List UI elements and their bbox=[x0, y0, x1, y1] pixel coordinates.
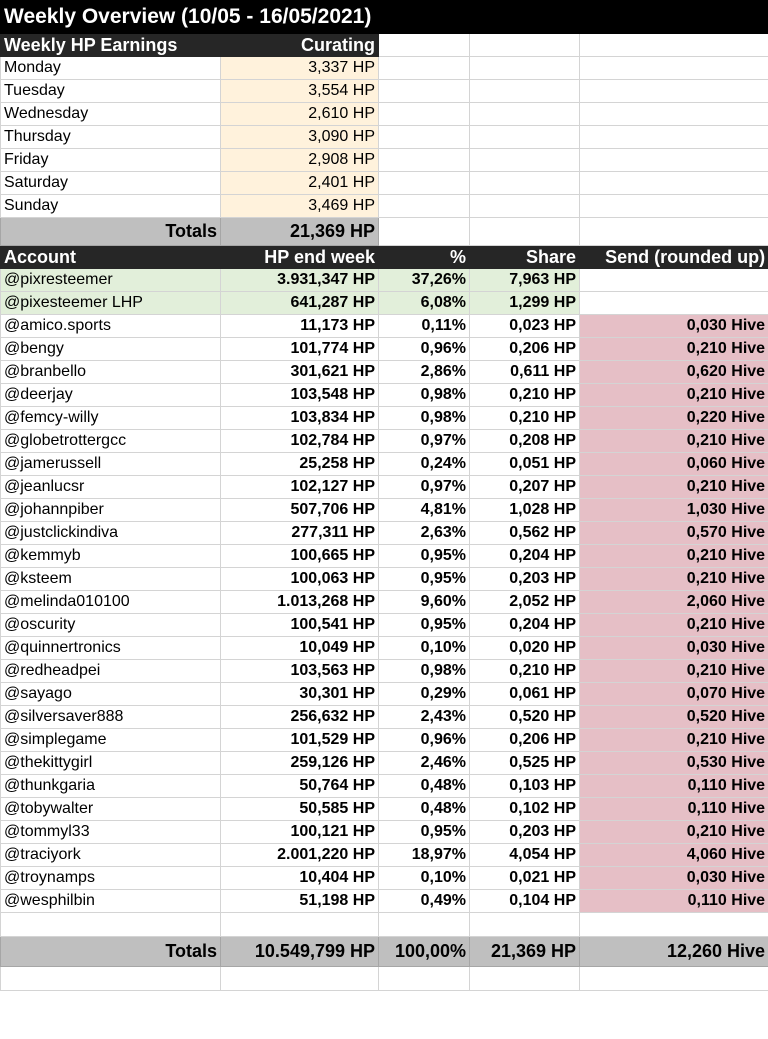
account-percent[interactable]: 2,86% bbox=[379, 361, 470, 384]
account-share[interactable]: 0,206 HP bbox=[470, 729, 580, 752]
account-hp[interactable]: 507,706 HP bbox=[221, 499, 379, 522]
account-hp[interactable]: 103,834 HP bbox=[221, 407, 379, 430]
account-name[interactable]: @ksteem bbox=[1, 568, 221, 591]
account-row bbox=[1, 453, 768, 476]
account-hp[interactable]: 277,311 HP bbox=[221, 522, 379, 545]
account-send[interactable]: 0,210 Hive bbox=[580, 660, 768, 683]
account-send[interactable]: 0,030 Hive bbox=[580, 315, 768, 338]
day-name[interactable]: Friday bbox=[1, 149, 221, 172]
accounts-totals-send[interactable]: 12,260 Hive bbox=[580, 937, 768, 967]
accounts-header-row bbox=[1, 246, 768, 269]
account-send[interactable]: 0,620 Hive bbox=[580, 361, 768, 384]
account-percent[interactable]: 0,11% bbox=[379, 315, 470, 338]
empty-cell[interactable] bbox=[470, 967, 580, 991]
account-send[interactable]: 0,570 Hive bbox=[580, 522, 768, 545]
day-hp[interactable]: 2,610 HP bbox=[221, 103, 379, 126]
send-header[interactable]: Send (rounded up) bbox=[580, 246, 768, 269]
hp-end-week-header[interactable]: HP end week bbox=[221, 246, 379, 269]
account-send[interactable]: 0,110 Hive bbox=[580, 775, 768, 798]
account-row bbox=[1, 384, 768, 407]
account-row bbox=[1, 706, 768, 729]
day-name[interactable]: Thursday bbox=[1, 126, 221, 149]
account-share[interactable]: 0,206 HP bbox=[470, 338, 580, 361]
account-hp[interactable]: 103,563 HP bbox=[221, 660, 379, 683]
account-share[interactable]: 0,203 HP bbox=[470, 568, 580, 591]
empty-cell[interactable] bbox=[379, 172, 470, 195]
account-send[interactable]: 0,220 Hive bbox=[580, 407, 768, 430]
earnings-header-curating[interactable]: Curating bbox=[221, 34, 379, 57]
account-hp[interactable]: 10,404 HP bbox=[221, 867, 379, 890]
account-share[interactable]: 1,299 HP bbox=[470, 292, 580, 315]
account-send[interactable] bbox=[580, 269, 768, 292]
empty-cell[interactable] bbox=[379, 195, 470, 218]
account-share[interactable]: 0,203 HP bbox=[470, 821, 580, 844]
empty-cell[interactable] bbox=[580, 57, 768, 80]
account-name[interactable]: @sayago bbox=[1, 683, 221, 706]
account-share[interactable]: 0,210 HP bbox=[470, 660, 580, 683]
account-share[interactable]: 4,054 HP bbox=[470, 844, 580, 867]
account-share[interactable]: 0,020 HP bbox=[470, 637, 580, 660]
account-percent[interactable]: 0,95% bbox=[379, 821, 470, 844]
accounts-totals-percent[interactable]: 100,00% bbox=[379, 937, 470, 967]
account-percent[interactable]: 0,98% bbox=[379, 384, 470, 407]
account-send[interactable]: 0,060 Hive bbox=[580, 453, 768, 476]
account-name[interactable]: @johannpiber bbox=[1, 499, 221, 522]
account-share[interactable]: 0,204 HP bbox=[470, 614, 580, 637]
account-share[interactable]: 0,204 HP bbox=[470, 545, 580, 568]
account-name[interactable]: @globetrottergcc bbox=[1, 430, 221, 453]
empty-cell[interactable] bbox=[379, 34, 470, 57]
account-share[interactable]: 1,028 HP bbox=[470, 499, 580, 522]
account-name[interactable]: @femcy-willy bbox=[1, 407, 221, 430]
empty-cell[interactable] bbox=[221, 967, 379, 991]
account-share[interactable]: 7,963 HP bbox=[470, 269, 580, 292]
account-row bbox=[1, 522, 768, 545]
account-percent[interactable]: 18,97% bbox=[379, 844, 470, 867]
account-hp[interactable]: 101,529 HP bbox=[221, 729, 379, 752]
account-name[interactable]: @melinda010100 bbox=[1, 591, 221, 614]
account-row bbox=[1, 407, 768, 430]
account-percent[interactable]: 0,98% bbox=[379, 407, 470, 430]
empty-cell[interactable] bbox=[379, 57, 470, 80]
account-row bbox=[1, 591, 768, 614]
account-percent[interactable]: 0,98% bbox=[379, 660, 470, 683]
account-share[interactable]: 0,023 HP bbox=[470, 315, 580, 338]
account-hp[interactable]: 102,784 HP bbox=[221, 430, 379, 453]
account-percent[interactable]: 0,97% bbox=[379, 430, 470, 453]
account-send[interactable]: 0,210 Hive bbox=[580, 545, 768, 568]
account-percent[interactable]: 2,43% bbox=[379, 706, 470, 729]
day-hp[interactable]: 3,469 HP bbox=[221, 195, 379, 218]
account-hp[interactable]: 301,621 HP bbox=[221, 361, 379, 384]
account-row bbox=[1, 269, 768, 292]
account-percent[interactable]: 0,95% bbox=[379, 568, 470, 591]
day-name[interactable]: Sunday bbox=[1, 195, 221, 218]
account-row bbox=[1, 292, 768, 315]
account-hp[interactable]: 30,301 HP bbox=[221, 683, 379, 706]
account-name[interactable]: @deerjay bbox=[1, 384, 221, 407]
account-name[interactable]: @bengy bbox=[1, 338, 221, 361]
account-hp[interactable]: 103,548 HP bbox=[221, 384, 379, 407]
earnings-day-row bbox=[1, 57, 768, 80]
account-row bbox=[1, 844, 768, 867]
day-name[interactable]: Saturday bbox=[1, 172, 221, 195]
empty-cell[interactable] bbox=[470, 218, 580, 246]
account-send[interactable]: 0,030 Hive bbox=[580, 637, 768, 660]
account-percent[interactable]: 2,63% bbox=[379, 522, 470, 545]
accounts-totals-share[interactable]: 21,369 HP bbox=[470, 937, 580, 967]
account-hp[interactable]: 100,541 HP bbox=[221, 614, 379, 637]
account-name[interactable]: @justclickindiva bbox=[1, 522, 221, 545]
account-name[interactable]: @oscurity bbox=[1, 614, 221, 637]
account-share[interactable]: 0,061 HP bbox=[470, 683, 580, 706]
account-hp[interactable]: 3.931,347 HP bbox=[221, 269, 379, 292]
account-percent[interactable]: 0,49% bbox=[379, 890, 470, 913]
account-share[interactable]: 0,611 HP bbox=[470, 361, 580, 384]
account-hp[interactable]: 10,049 HP bbox=[221, 637, 379, 660]
account-percent[interactable]: 2,46% bbox=[379, 752, 470, 775]
account-share[interactable]: 0,562 HP bbox=[470, 522, 580, 545]
empty-cell[interactable] bbox=[580, 913, 768, 937]
account-send[interactable]: 4,060 Hive bbox=[580, 844, 768, 867]
account-share[interactable]: 0,207 HP bbox=[470, 476, 580, 499]
spacer-row bbox=[1, 967, 768, 991]
account-hp[interactable]: 1.013,268 HP bbox=[221, 591, 379, 614]
account-name[interactable]: @branbello bbox=[1, 361, 221, 384]
account-percent[interactable]: 0,95% bbox=[379, 614, 470, 637]
account-row bbox=[1, 637, 768, 660]
earnings-totals-value[interactable]: 21,369 HP bbox=[221, 218, 379, 246]
account-hp[interactable]: 50,764 HP bbox=[221, 775, 379, 798]
account-send[interactable]: 0,030 Hive bbox=[580, 867, 768, 890]
empty-cell[interactable] bbox=[379, 103, 470, 126]
account-name[interactable]: @pixesteemer LHP bbox=[1, 292, 221, 315]
percent-header[interactable]: % bbox=[379, 246, 470, 269]
empty-cell[interactable] bbox=[470, 126, 580, 149]
day-name[interactable]: Tuesday bbox=[1, 80, 221, 103]
empty-cell[interactable] bbox=[580, 195, 768, 218]
account-share[interactable]: 0,210 HP bbox=[470, 384, 580, 407]
account-row bbox=[1, 315, 768, 338]
sheet-title[interactable]: Weekly Overview (10/05 - 16/05/2021) bbox=[1, 1, 768, 34]
account-name[interactable]: @troynamps bbox=[1, 867, 221, 890]
account-row bbox=[1, 568, 768, 591]
account-send[interactable]: 0,210 Hive bbox=[580, 384, 768, 407]
account-name[interactable]: @quinnertronics bbox=[1, 637, 221, 660]
account-row bbox=[1, 476, 768, 499]
account-hp[interactable]: 2.001,220 HP bbox=[221, 844, 379, 867]
account-name[interactable]: @jamerussell bbox=[1, 453, 221, 476]
account-send[interactable]: 0,110 Hive bbox=[580, 798, 768, 821]
account-percent[interactable]: 0,48% bbox=[379, 775, 470, 798]
empty-cell[interactable] bbox=[470, 149, 580, 172]
account-name[interactable]: @wesphilbin bbox=[1, 890, 221, 913]
account-percent[interactable]: 0,24% bbox=[379, 453, 470, 476]
empty-cell[interactable] bbox=[580, 126, 768, 149]
account-row bbox=[1, 338, 768, 361]
earnings-totals-row bbox=[1, 218, 768, 246]
account-hp[interactable]: 100,121 HP bbox=[221, 821, 379, 844]
empty-cell[interactable] bbox=[470, 913, 580, 937]
empty-cell[interactable] bbox=[470, 195, 580, 218]
account-name[interactable]: @simplegame bbox=[1, 729, 221, 752]
empty-cell[interactable] bbox=[379, 913, 470, 937]
account-send[interactable]: 0,110 Hive bbox=[580, 890, 768, 913]
account-share[interactable]: 0,021 HP bbox=[470, 867, 580, 890]
empty-cell[interactable] bbox=[580, 34, 768, 57]
empty-cell[interactable] bbox=[470, 172, 580, 195]
account-row bbox=[1, 821, 768, 844]
account-row bbox=[1, 361, 768, 384]
account-share[interactable]: 0,520 HP bbox=[470, 706, 580, 729]
share-header[interactable]: Share bbox=[470, 246, 580, 269]
account-row bbox=[1, 660, 768, 683]
account-percent[interactable]: 0,96% bbox=[379, 729, 470, 752]
account-send[interactable]: 0,070 Hive bbox=[580, 683, 768, 706]
empty-cell[interactable] bbox=[580, 80, 768, 103]
earnings-day-row bbox=[1, 149, 768, 172]
account-share[interactable]: 0,208 HP bbox=[470, 430, 580, 453]
account-name[interactable]: @amico.sports bbox=[1, 315, 221, 338]
account-percent[interactable]: 0,95% bbox=[379, 545, 470, 568]
account-hp[interactable]: 11,173 HP bbox=[221, 315, 379, 338]
account-row bbox=[1, 890, 768, 913]
account-share[interactable]: 2,052 HP bbox=[470, 591, 580, 614]
account-send[interactable]: 0,210 Hive bbox=[580, 821, 768, 844]
account-send[interactable]: 0,210 Hive bbox=[580, 729, 768, 752]
day-hp[interactable]: 2,908 HP bbox=[221, 149, 379, 172]
day-hp[interactable]: 3,337 HP bbox=[221, 57, 379, 80]
account-send[interactable]: 0,530 Hive bbox=[580, 752, 768, 775]
account-percent[interactable]: 0,48% bbox=[379, 798, 470, 821]
account-name[interactable]: @tommyl33 bbox=[1, 821, 221, 844]
accounts-totals-label[interactable]: Totals bbox=[1, 937, 221, 967]
account-hp[interactable]: 256,632 HP bbox=[221, 706, 379, 729]
account-percent[interactable]: 6,08% bbox=[379, 292, 470, 315]
day-hp[interactable]: 2,401 HP bbox=[221, 172, 379, 195]
empty-cell[interactable] bbox=[1, 967, 221, 991]
account-row bbox=[1, 499, 768, 522]
account-percent[interactable]: 37,26% bbox=[379, 269, 470, 292]
account-name[interactable]: @kemmyb bbox=[1, 545, 221, 568]
empty-cell[interactable] bbox=[379, 967, 470, 991]
earnings-day-row bbox=[1, 172, 768, 195]
account-hp[interactable]: 51,198 HP bbox=[221, 890, 379, 913]
account-hp[interactable]: 25,258 HP bbox=[221, 453, 379, 476]
account-name[interactable]: @tobywalter bbox=[1, 798, 221, 821]
account-send[interactable]: 0,210 Hive bbox=[580, 338, 768, 361]
account-send[interactable]: 1,030 Hive bbox=[580, 499, 768, 522]
empty-cell[interactable] bbox=[379, 149, 470, 172]
account-share[interactable]: 0,103 HP bbox=[470, 775, 580, 798]
empty-cell[interactable] bbox=[1, 913, 221, 937]
account-row bbox=[1, 430, 768, 453]
account-name[interactable]: @jeanlucsr bbox=[1, 476, 221, 499]
account-row bbox=[1, 683, 768, 706]
day-hp[interactable]: 3,090 HP bbox=[221, 126, 379, 149]
earnings-header-row bbox=[1, 34, 768, 57]
account-row bbox=[1, 614, 768, 637]
earnings-header-label[interactable]: Weekly HP Earnings bbox=[1, 34, 221, 57]
account-name[interactable]: @thunkgaria bbox=[1, 775, 221, 798]
account-hp[interactable]: 641,287 HP bbox=[221, 292, 379, 315]
empty-cell[interactable] bbox=[379, 218, 470, 246]
account-send[interactable]: 0,210 Hive bbox=[580, 568, 768, 591]
account-send[interactable]: 2,060 Hive bbox=[580, 591, 768, 614]
empty-cell[interactable] bbox=[379, 80, 470, 103]
earnings-day-row bbox=[1, 103, 768, 126]
account-send[interactable]: 0,210 Hive bbox=[580, 430, 768, 453]
account-row bbox=[1, 545, 768, 568]
account-hp[interactable]: 102,127 HP bbox=[221, 476, 379, 499]
account-send[interactable]: 0,210 Hive bbox=[580, 614, 768, 637]
account-percent[interactable]: 0,29% bbox=[379, 683, 470, 706]
account-hp[interactable]: 50,585 HP bbox=[221, 798, 379, 821]
account-percent[interactable]: 0,10% bbox=[379, 637, 470, 660]
account-hp[interactable]: 100,063 HP bbox=[221, 568, 379, 591]
earnings-day-row bbox=[1, 80, 768, 103]
empty-cell[interactable] bbox=[580, 149, 768, 172]
title-row bbox=[1, 1, 768, 34]
account-name[interactable]: @redheadpei bbox=[1, 660, 221, 683]
account-send[interactable]: 0,520 Hive bbox=[580, 706, 768, 729]
account-row bbox=[1, 729, 768, 752]
account-share[interactable]: 0,102 HP bbox=[470, 798, 580, 821]
account-percent[interactable]: 4,81% bbox=[379, 499, 470, 522]
spacer-row bbox=[1, 913, 768, 937]
empty-cell[interactable] bbox=[580, 103, 768, 126]
empty-cell[interactable] bbox=[580, 967, 768, 991]
earnings-totals-label[interactable]: Totals bbox=[1, 218, 221, 246]
account-send[interactable]: 0,210 Hive bbox=[580, 476, 768, 499]
account-row bbox=[1, 867, 768, 890]
account-share[interactable]: 0,210 HP bbox=[470, 407, 580, 430]
account-row bbox=[1, 752, 768, 775]
account-name[interactable]: @silversaver888 bbox=[1, 706, 221, 729]
empty-cell[interactable] bbox=[580, 218, 768, 246]
account-hp[interactable]: 101,774 HP bbox=[221, 338, 379, 361]
account-share[interactable]: 0,525 HP bbox=[470, 752, 580, 775]
empty-cell[interactable] bbox=[470, 80, 580, 103]
empty-cell[interactable] bbox=[379, 126, 470, 149]
empty-cell[interactable] bbox=[470, 103, 580, 126]
account-name[interactable]: @pixresteemer bbox=[1, 269, 221, 292]
account-row bbox=[1, 798, 768, 821]
empty-cell[interactable] bbox=[470, 34, 580, 57]
account-send[interactable] bbox=[580, 292, 768, 315]
account-share[interactable]: 0,104 HP bbox=[470, 890, 580, 913]
day-name[interactable]: Monday bbox=[1, 57, 221, 80]
accounts-totals-row bbox=[1, 937, 768, 967]
account-hp[interactable]: 100,665 HP bbox=[221, 545, 379, 568]
day-name[interactable]: Wednesday bbox=[1, 103, 221, 126]
earnings-day-row bbox=[1, 126, 768, 149]
account-header[interactable]: Account bbox=[1, 246, 221, 269]
account-hp[interactable]: 259,126 HP bbox=[221, 752, 379, 775]
day-hp[interactable]: 3,554 HP bbox=[221, 80, 379, 103]
earnings-day-row bbox=[1, 195, 768, 218]
account-share[interactable]: 0,051 HP bbox=[470, 453, 580, 476]
empty-cell[interactable] bbox=[221, 913, 379, 937]
empty-cell[interactable] bbox=[470, 57, 580, 80]
account-percent[interactable]: 9,60% bbox=[379, 591, 470, 614]
account-name[interactable]: @thekittygirl bbox=[1, 752, 221, 775]
account-percent[interactable]: 0,10% bbox=[379, 867, 470, 890]
empty-cell[interactable] bbox=[580, 172, 768, 195]
account-percent[interactable]: 0,96% bbox=[379, 338, 470, 361]
account-percent[interactable]: 0,97% bbox=[379, 476, 470, 499]
accounts-totals-hp[interactable]: 10.549,799 HP bbox=[221, 937, 379, 967]
account-row bbox=[1, 775, 768, 798]
account-name[interactable]: @traciyork bbox=[1, 844, 221, 867]
